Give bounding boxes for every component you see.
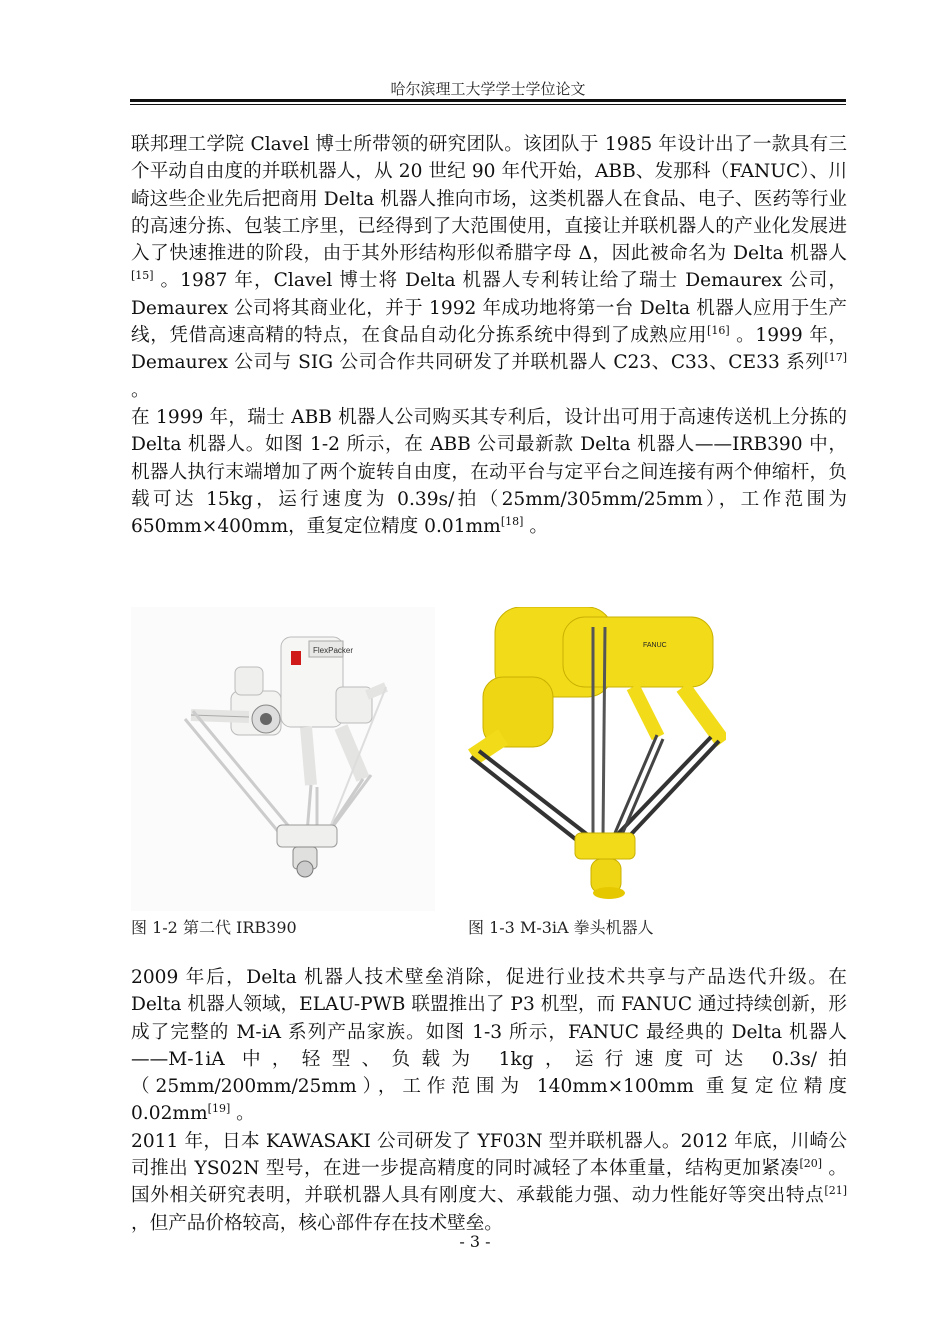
header-rule-thin: [130, 104, 846, 105]
paragraph-text: 2011 年，日本 KAWASAKI 公司研发了 YF03N 型并联机器人。2012 年底，川崎公司推出 YS02N 型号，在进一步提高精度的同时减轻了本体重量，结构更加紧凑: [131, 1130, 847, 1180]
paragraph-text: ，但产品价格较高，核心部件存在技术壁垒。: [131, 1212, 503, 1234]
paragraph-text: 。: [523, 516, 548, 538]
body-text-bottom: [131, 964, 847, 1237]
body-text-top: [131, 131, 847, 540]
citation-ref: [20]: [799, 1157, 823, 1171]
fanuc-label: FANUC: [643, 642, 667, 649]
figure-irb390-image: [131, 607, 435, 911]
paragraph-text: 。: [131, 379, 150, 401]
paragraph: [131, 1128, 847, 1237]
paragraph-text: 联邦理工学院 Clavel 博士所带领的研究团队。该团队于 1985 年设计出了一款具有三个平动自由度的并联机器人，从 20 世纪 90 年代开始，ABB、发那科（FANUC）、川崎这些企业先后把商用 Delta 机器人推向市场，这类机器人在食品、电子、医药等行业的高速分拣、包装工序里，已经得到了大范围使用，直接让并联机器人的产业化发展进入了快速推进的阶段，由于其外形结构形似希腊字母 Δ，因此被命名为 Delta 机器人: [131, 134, 847, 265]
paragraph: [131, 964, 847, 1128]
citation-ref: [18]: [500, 515, 524, 529]
paragraph-text: 。1987 年，Clavel 博士将 Delta 机器人专利转让给了瑞士 Demaurex 公司，Demaurex 公司将其商业化，并于 1992 年成功地将第一台 Delta 机器人应用于生产线，凭借高速高精的特点，在食品自动化分拣系统中得到了成熟应用: [131, 270, 847, 347]
figure-caption-1-3: 图 1-3 M-3iA 拳头机器人: [468, 918, 654, 937]
paragraph-text: 2009 年后，Delta 机器人技术壁垒消除，促进行业技术共享与产品迭代升级。在 Delta 机器人领域，ELAU-PWB 联盟推出了 P3 机型，而 FANUC 通过持续创新，形成了完整的 M-iA 系列产品家族。如图 1-3 所示，FANUC 最经典的 Delta 机器人——M-1iA 中，轻型、负载为 1kg，运行速度可达 0.3s/拍（25mm/200mm/25mm），工作范围为 140mm×100mm 重复定位精度 0.02mm: [131, 967, 847, 1125]
citation-ref: [17]: [824, 351, 847, 365]
paragraph-text: 在 1999 年，瑞士 ABB 机器人公司购买其专利后，设计出可用于高速传送机上分拣的 Delta 机器人。如图 1-2 所示，在 ABB 公司最新款 Delta 机器人——IRB390 中，机器人执行末端增加了两个旋转自由度，在动平台与定平台之间连接有两个伸缩杆，负载可达 15kg，运行速度为 0.39s/拍（25mm/305mm/25mm），工作范围为 650mm×400mm，重复定位精度 0.01mm: [131, 406, 847, 538]
page-number: - 3 -: [459, 1232, 491, 1251]
citation-ref: [15]: [131, 269, 154, 283]
paragraph-text: 。1999 年，Demaurex 公司与 SIG 公司合作共同研发了并联机器人 C23、C33、CE33 系列: [131, 325, 847, 374]
paragraph: [131, 404, 847, 540]
figure-m3ia-image: [443, 607, 726, 905]
header-rule-thick: [130, 99, 846, 102]
paragraph-text: 。国外相关研究表明，并联机器人具有刚度大、承载能力强、动力性能好等突出特点: [131, 1158, 847, 1207]
citation-ref: [19]: [207, 1102, 231, 1116]
figure-caption-1-2: 图 1-2 第二代 IRB390: [131, 918, 297, 937]
paragraph: [131, 131, 847, 404]
paragraph-text: 。: [230, 1103, 255, 1125]
page-header: 哈尔滨理工大学学士学位论文: [390, 80, 586, 98]
citation-ref: [16]: [707, 324, 730, 338]
citation-ref: [21]: [824, 1184, 847, 1198]
flexpacker-label: FlexPacker: [313, 646, 354, 655]
